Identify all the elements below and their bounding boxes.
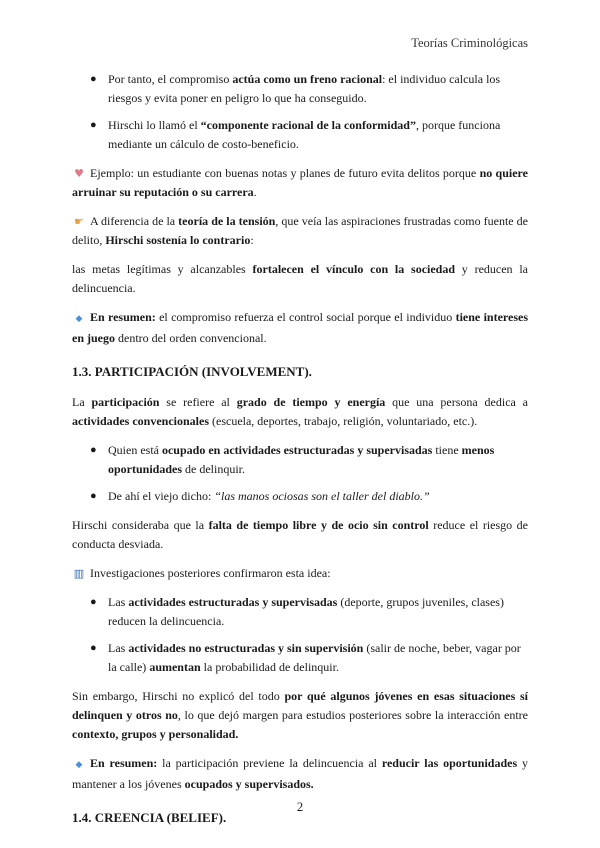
bullet-list-commitment	[72, 70, 528, 154]
example-paragraph: ♥ Ejemplo: un estudiante con buenas notas y planes de futuro evita delitos porque no quiere arruinar su reputación o su carrera.	[72, 166, 528, 199]
bullet-icon: ●	[90, 596, 97, 608]
research-paragraph: ▥ Investigaciones posteriores confirmaron esta idea:	[72, 564, 528, 583]
free-time-paragraph: Hirschi consideraba que la falta de tiempo libre y de ocio sin control reduce el riesgo de conducta desviada.	[72, 518, 528, 551]
bullet-list-participation	[72, 441, 528, 506]
goals-paragraph: las metas legítimas y alcanzables fortalecen el vínculo con la sociedad y reducen la delincuencia.	[72, 262, 528, 295]
bullet-icon: ●	[90, 642, 97, 654]
brain-icon: ♥	[74, 167, 84, 180]
page-content	[72, 70, 528, 839]
emphasis: “componente racional de la conformidad”	[200, 118, 416, 132]
bullet-icon: ●	[90, 119, 97, 131]
quote: “las manos ociosas son el taller del diablo.”	[214, 489, 430, 503]
list-item: ● Hirschi lo llamó el “componente racional de la conformidad”, porque funciona mediante un cálculo de costo-beneficio.	[90, 118, 501, 151]
list-item: ● Las actividades estructuradas y supervisadas (deporte, grupos juveniles, clases) reducen la delincuencia.	[90, 595, 504, 628]
summary-paragraph: ◆ En resumen: el compromiso refuerza el control social porque el individuo tiene intereses en juego dentro del orden convencional.	[72, 310, 529, 345]
diamond-icon: ◆	[75, 314, 83, 324]
page-number: 2	[296, 800, 304, 814]
bullet-list-research	[72, 593, 528, 677]
list-item: ● Las actividades no estructuradas y sin supervisión (salir de noche, beber, vagar por la calle) aumentan la probabilidad de delinquir.	[90, 641, 521, 674]
emphasis: actúa como un freno racional	[232, 72, 383, 86]
summary-paragraph: ◆ En resumen: la participación previene la delincuencia al reducir las oportunidades y mantener a los jóvenes ocupados y supervisados.	[72, 756, 529, 791]
section-heading: 1.3. PARTICIPACIÓN (INVOLVEMENT).	[72, 364, 312, 379]
bullet-icon: ●	[90, 490, 97, 502]
definition-paragraph: La participación se refiere al grado de tiempo y energía que una persona dedica a actividades convencionales (escuela, deportes, trabajo, religión, voluntariado, etc.).	[72, 395, 529, 428]
pointing-hand-icon: ☛	[74, 215, 84, 228]
however-paragraph: Sin embargo, Hirschi no explicó del todo por qué algunos jóvenes en esas situaciones sí delinquen y otros no, lo que dejó margen para estudios posteriores sobre la interacción entre contexto, grupos y personalidad.	[72, 689, 528, 741]
running-header: Teorías Criminológicas	[411, 36, 528, 50]
bullet-icon: ●	[90, 444, 97, 456]
diamond-icon: ◆	[75, 760, 83, 770]
list-item: ● Quien está ocupado en actividades estructuradas y supervisadas tiene menos oportunidades de delinquir.	[90, 443, 495, 476]
list-item: ● De ahí el viejo dicho: “las manos ociosas son el taller del diablo.”	[72, 487, 528, 506]
bar-chart-icon: ▥	[73, 567, 85, 580]
bullet-icon: ●	[90, 73, 97, 85]
list-item: ● Por tanto, el compromiso actúa como un freno racional: el individuo calcula los riesgos y evita poner en peligro lo que ha conseguido.	[90, 72, 501, 105]
contrast-paragraph: ☛ A diferencia de la teoría de la tensión, que veía las aspiraciones frustradas como fuente de delito, Hirschi sostenía lo contrario:	[72, 214, 528, 247]
section-heading: 1.4. CREENCIA (BELIEF).	[72, 810, 227, 825]
